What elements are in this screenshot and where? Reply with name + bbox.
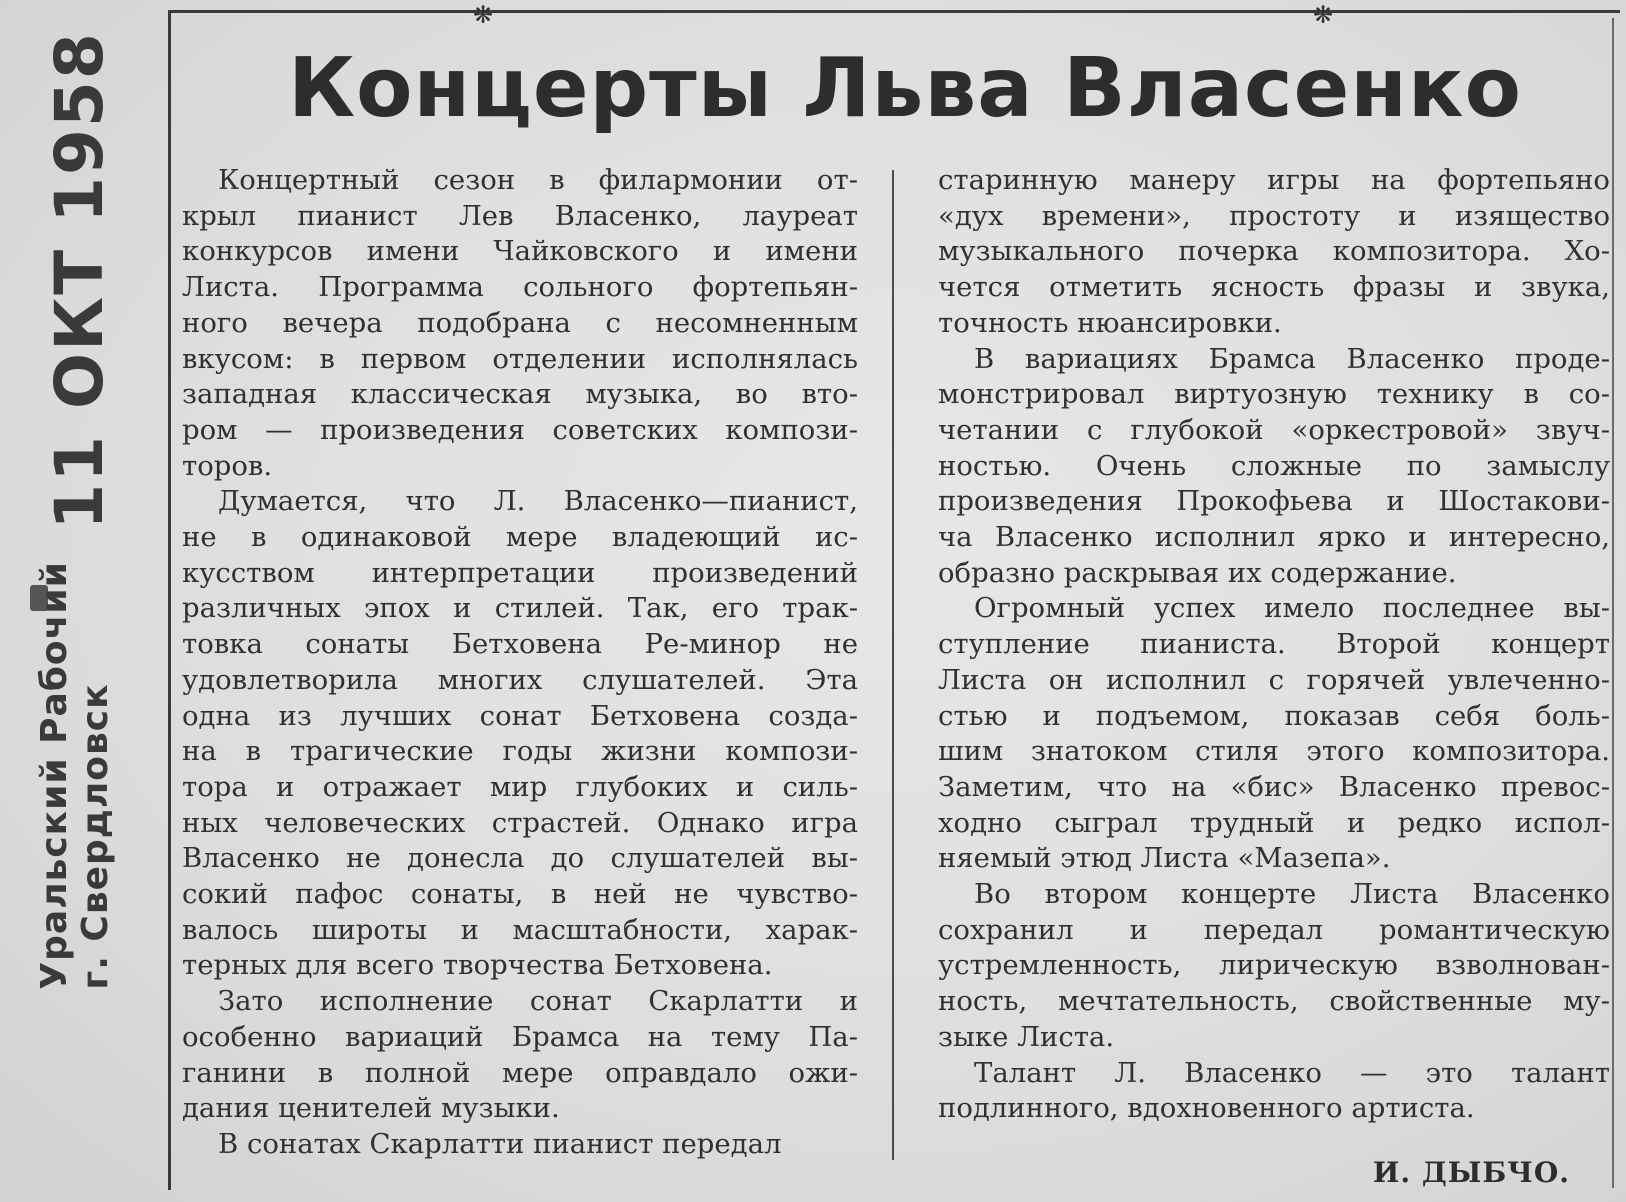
article-column-right: [938, 163, 1610, 1127]
article-line: кусством интерпретации произведений: [182, 556, 858, 589]
article-line: валось широты и масштабности, харак-: [182, 913, 858, 946]
article-line: на в трагические годы жизни компози-: [182, 735, 858, 768]
date-stamp: [24, 30, 134, 530]
article-line: подлинного, вдохновенного артиста.: [938, 1092, 1475, 1125]
article-line: западная классическая музыка, во вто-: [182, 378, 858, 411]
article-line: стью и подъемом, показав себя боль-: [938, 699, 1610, 732]
date-stamp-text: 11 ОКТ 1958: [40, 30, 118, 530]
article-line: точность нюансировки.: [938, 306, 1282, 339]
source-city: г. Свердловск: [75, 683, 117, 990]
article-line: Власенко не донесла до слушателей вы-: [182, 842, 858, 875]
article-line: устремленность, лирическую взволнован-: [938, 949, 1610, 982]
article-line: Листа он исполнил с горячей увлеченно-: [938, 663, 1610, 696]
article-line: зыке Листа.: [938, 1020, 1115, 1053]
article-line: ность, мечтательность, свойственные му-: [938, 985, 1610, 1018]
article-line: ча Власенко исполнил ярко и интересно,: [938, 521, 1610, 554]
article-line: различных эпох и стилей. Так, его трак-: [182, 592, 858, 625]
article-line: Думается, что Л. Власенко—пианист,: [218, 485, 858, 518]
ornament-icon: ❋: [472, 1, 494, 29]
article-line: монстрировал виртуозную технику в со-: [938, 378, 1610, 411]
article-line: Талант Л. Власенко — это талант: [974, 1056, 1610, 1089]
article-line: Концертный сезон в филармонии от-: [218, 164, 858, 196]
article-line: дания ценителей музыки.: [182, 1092, 560, 1125]
article-line: крыл пианист Лев Власенко, лауреат: [182, 199, 858, 232]
column-divider: [892, 170, 894, 1160]
article-line: четании с глубокой «оркестровой» звуч-: [938, 413, 1610, 446]
article-column-left: [182, 163, 858, 1163]
article-line: «дух времени», простоту и изящество: [938, 199, 1610, 232]
frame-top-border: [170, 10, 1620, 21]
article-line: музыкального почерка композитора. Хо-: [938, 235, 1610, 268]
article-line: образно раскрывая их содержание.: [938, 556, 1457, 589]
article-headline: Концерты Льва Власенко: [288, 41, 1522, 136]
article-line: ного вечера подобрана с несомненным: [182, 306, 858, 339]
article-line: тора и отражает мир глубоких и силь-: [182, 770, 858, 803]
ornament-icon: ❋: [1312, 1, 1334, 29]
article-line: сокий пафос сонаты, в ней не чувство-: [182, 878, 858, 911]
article-line: вкусом: в первом отделении исполнялась: [182, 342, 858, 375]
article-line: сохранил и передал романтическую: [938, 913, 1610, 946]
author-signature: И. ДЫБЧО.: [1372, 1156, 1570, 1189]
article-line: Листа. Программа сольного фортепьян-: [182, 271, 858, 304]
article-line: В вариациях Брамса Власенко проде-: [974, 342, 1610, 375]
article-line: торов.: [182, 449, 273, 482]
article-line: особенно вариаций Брамса на тему Па-: [182, 1020, 858, 1053]
article-line: ных человеческих страстей. Однако игра: [182, 806, 858, 839]
article-line: няемый этюд Листа «Мазепа».: [938, 842, 1391, 875]
article-line: Зато исполнение сонат Скарлатти и: [218, 985, 858, 1018]
article-line: Заметим, что на «бис» Власенко превос-: [938, 770, 1610, 803]
article-line: произведения Прокофьева и Шостакови-: [938, 485, 1610, 518]
frame-right-border: [1612, 18, 1618, 1188]
article-line: ностью. Очень сложные по замыслу: [938, 449, 1610, 482]
article-line: не в одинаковой мере владеющий ис-: [182, 521, 858, 554]
source-stamp-inner: [34, 561, 117, 989]
article-line: Огромный успех имело последнее вы-: [974, 592, 1610, 625]
article-line: ганини в полной мере оправдало ожи-: [182, 1056, 858, 1089]
article-line: терных для всего творчества Бетховена.: [182, 949, 773, 982]
article-line: Во втором концерте Листа Власенко: [974, 878, 1610, 911]
frame-left-border: [168, 10, 177, 1190]
article-line: удовлетворила многих слушателей. Эта: [182, 663, 858, 696]
article-line: товка сонаты Бетховена Ре-минор не: [182, 628, 858, 661]
article-line: одна из лучших сонат Бетховена созда-: [182, 699, 858, 732]
article-line: ступление пианиста. Второй концерт: [938, 628, 1610, 661]
article-line: чется отметить ясность фразы и звука,: [938, 271, 1610, 304]
article-line: В сонатах Скарлатти пианист передал: [218, 1127, 782, 1160]
article-line: конкурсов имени Чайковского и имени: [182, 235, 858, 268]
article-line: шим знатоком стиля этого композитора.: [938, 735, 1610, 768]
article-line: ходно сыграл трудный и редко испол-: [938, 806, 1610, 839]
article-line: ром — произведения советских компози-: [182, 413, 858, 446]
source-newspaper: Уральский Рабочий: [33, 560, 75, 990]
article-line: старинную манеру игры на фортепьяно: [938, 164, 1610, 196]
source-stamp: [20, 560, 130, 990]
